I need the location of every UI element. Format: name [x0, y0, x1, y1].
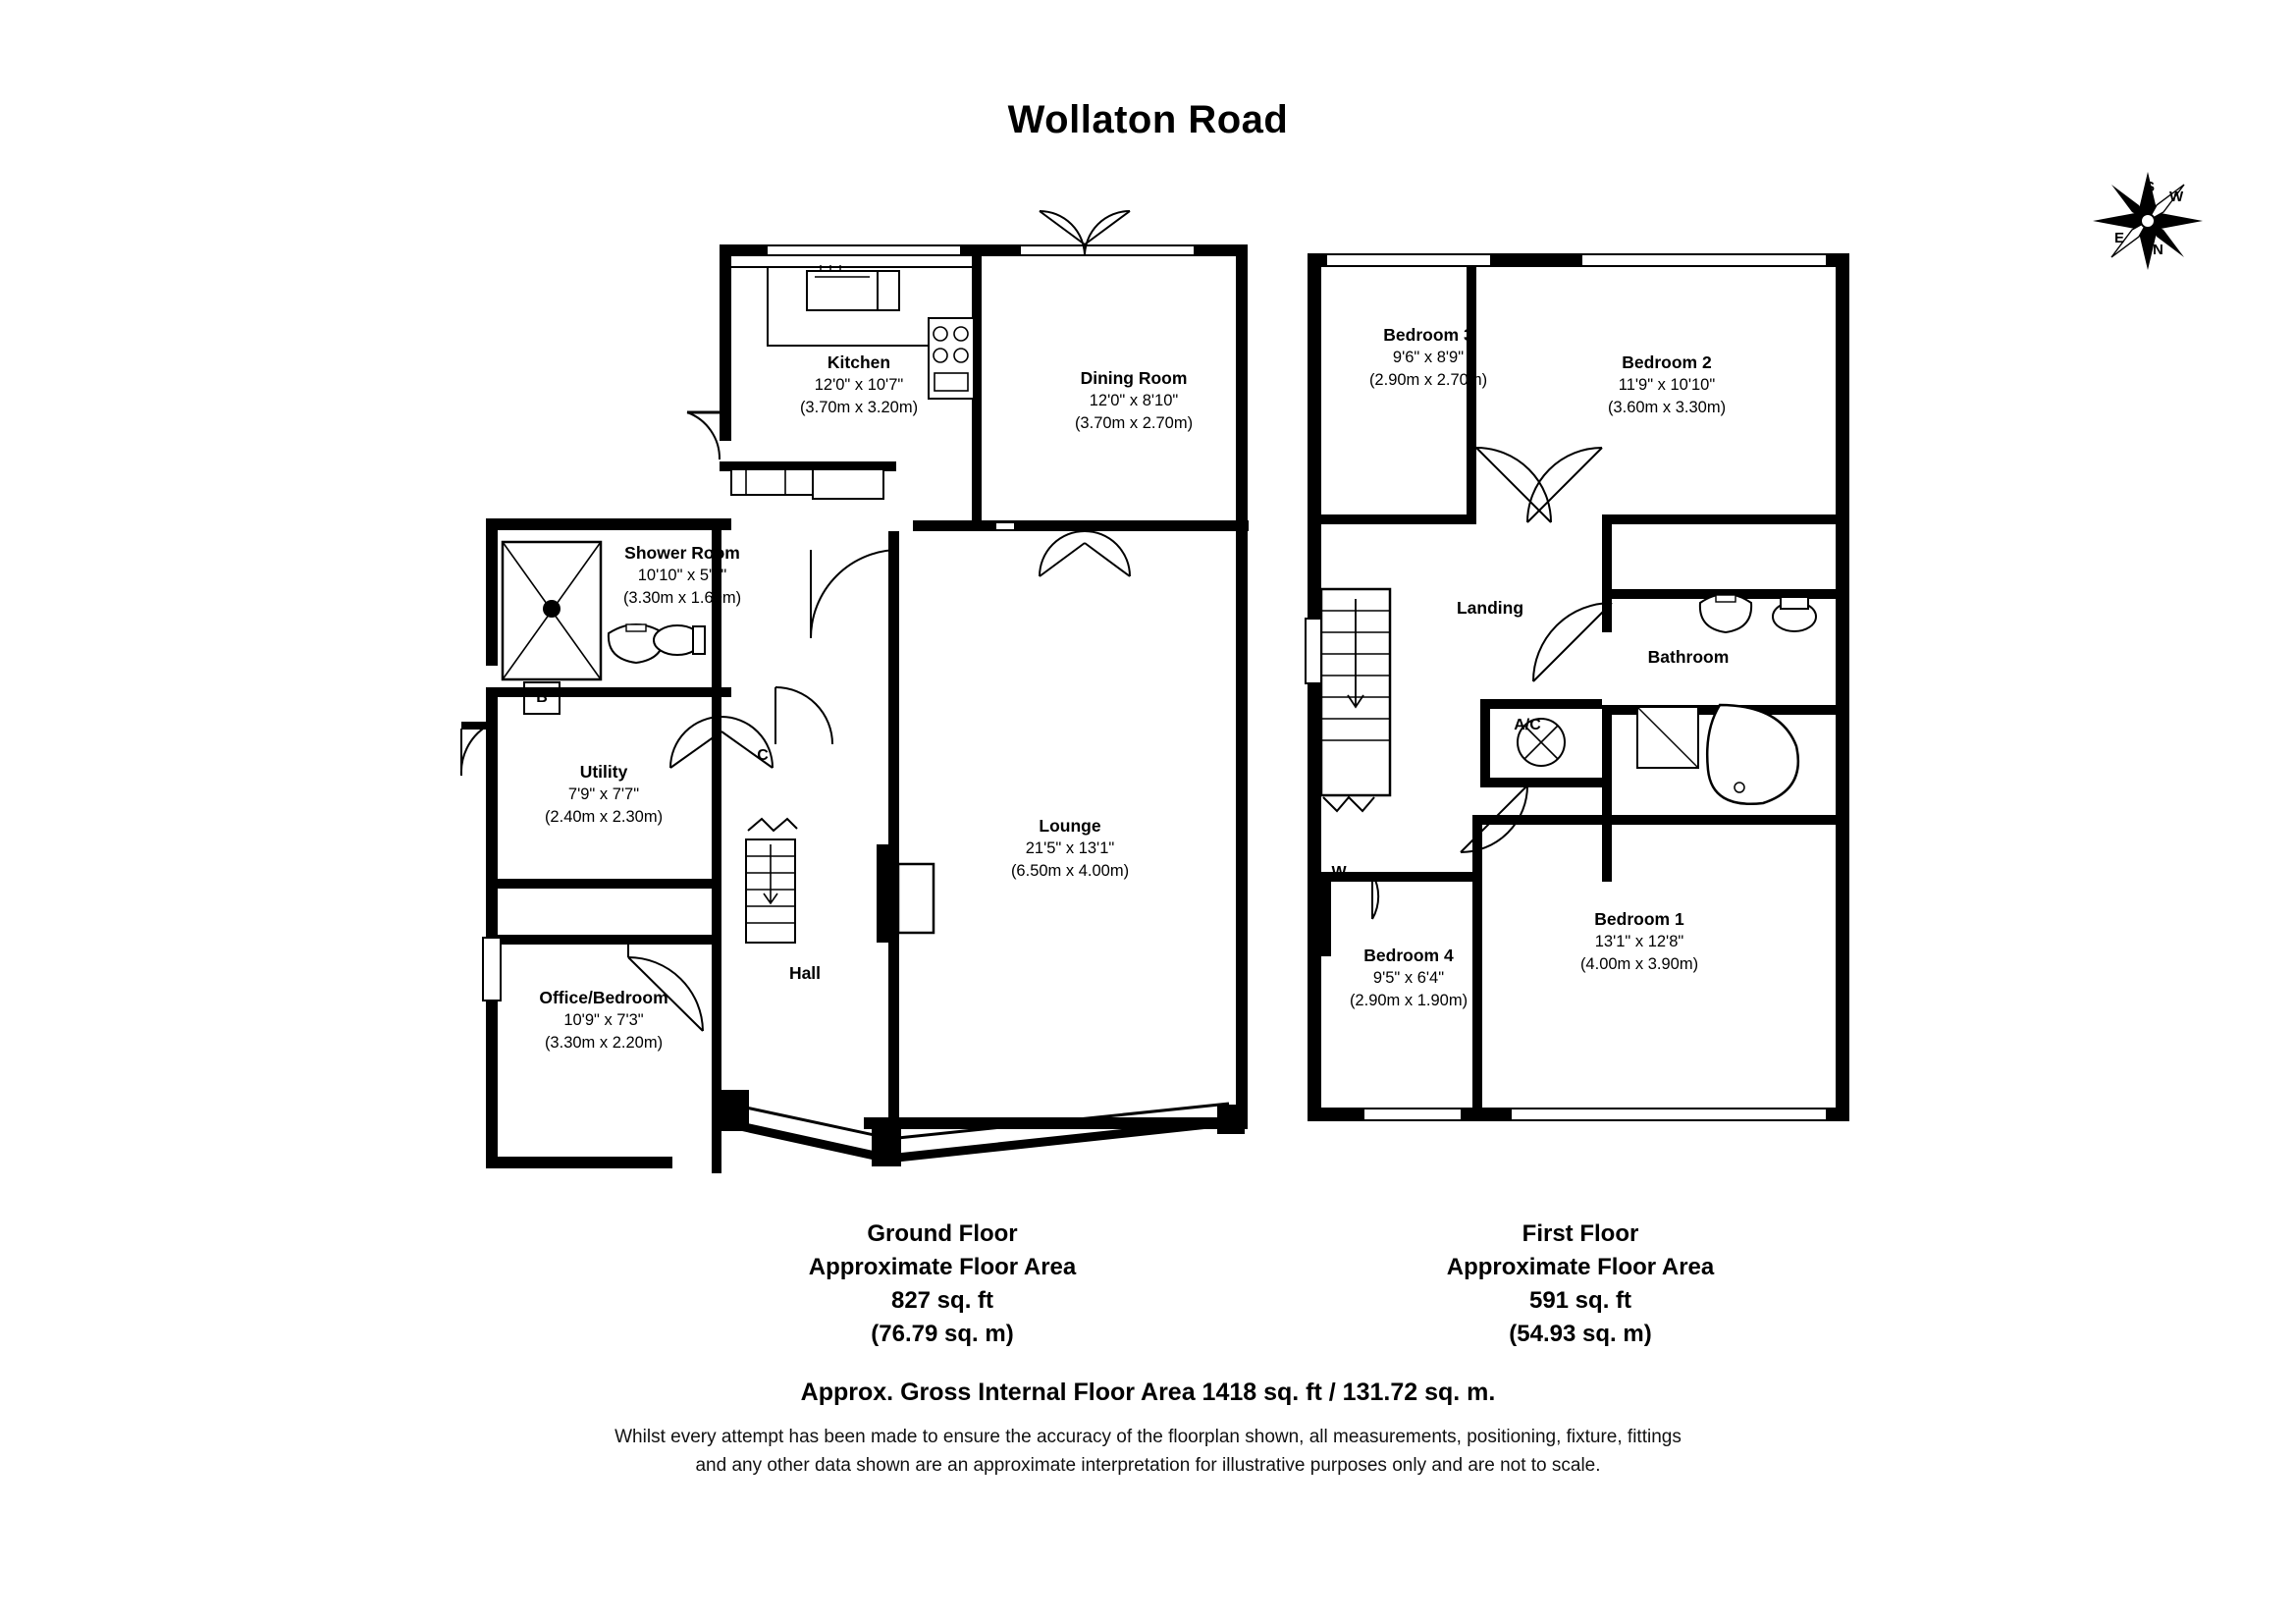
room-dimension-metric: (6.50m x 4.00m): [1010, 861, 1130, 880]
disclaimer-line-1: Whilst every attempt has been made to ensure the accuracy of the floorplan shown, all measurements, positioning, fixture, fittings: [614, 1427, 1682, 1447]
room-dimension-metric: (2.90m x 2.70m): [1368, 370, 1488, 389]
room-label-shower-room: [560, 542, 805, 609]
room-name: Shower Room: [624, 543, 740, 563]
first-floor-area-caption: Approximate Floor Area: [1446, 1254, 1715, 1281]
room-label-landing: [1412, 597, 1569, 620]
tag-wardrobe: [1322, 864, 1356, 882]
room-name: Hall: [788, 963, 822, 983]
room-dimension-metric: (3.30m x 2.20m): [544, 1033, 664, 1052]
room-label-bedroom-2: [1559, 352, 1775, 418]
room-name: Dining Room: [1080, 368, 1188, 388]
room-dimension-imperial: 13'1" x 12'8": [1594, 933, 1684, 951]
ground-floor-area-caption: Approximate Floor Area: [808, 1254, 1077, 1281]
room-dimension-imperial: 10'9" x 7'3": [563, 1011, 644, 1030]
page-title: Wollaton Road: [1007, 98, 1289, 141]
room-name: Lounge: [1039, 816, 1101, 836]
room-name: Office/Bedroom: [539, 988, 668, 1007]
room-dimension-imperial: 9'6" x 8'9": [1392, 349, 1465, 367]
room-label-bedroom-3: [1330, 324, 1526, 391]
compass-label-s: S: [2145, 179, 2156, 195]
compass-label-w: W: [2169, 189, 2184, 205]
room-label-office-bedroom: [486, 987, 721, 1054]
ground-floor-area-imperial: 827 sq. ft: [890, 1287, 994, 1315]
compass-label-n: N: [2153, 242, 2163, 258]
room-name: Bedroom 3: [1383, 325, 1473, 345]
room-dimension-imperial: 9'5" x 6'4": [1372, 969, 1445, 988]
room-name: Utility: [579, 762, 628, 782]
room-dimension-metric: (2.90m x 1.90m): [1349, 991, 1468, 1009]
tag-boiler: [523, 681, 561, 715]
room-label-dining-room: [1021, 367, 1247, 434]
room-dimension-imperial: 10'10" x 5'1": [637, 567, 727, 585]
room-label-bathroom: [1610, 646, 1767, 669]
gross-internal-area: Approx. Gross Internal Floor Area 1418 sq. ft / 131.72 sq. m.: [800, 1379, 1496, 1406]
tag-label: B: [536, 689, 548, 706]
room-dimension-imperial: 11'9" x 10'10": [1618, 376, 1716, 395]
room-label-bedroom-4: [1315, 945, 1502, 1011]
first-floor-summary: [1286, 1217, 1875, 1351]
room-name: Bedroom 1: [1594, 909, 1684, 929]
room-label-hall: [746, 962, 864, 985]
room-label-utility: [491, 761, 717, 828]
ground-floor-summary: [648, 1217, 1237, 1351]
room-dimension-metric: (3.70m x 3.20m): [799, 398, 919, 416]
room-dimension-imperial: 12'0" x 10'7": [814, 376, 904, 395]
room-label-kitchen: [746, 352, 972, 418]
room-name: Bedroom 4: [1363, 946, 1454, 965]
tag-label: A/C: [1514, 717, 1541, 733]
room-dimension-metric: (3.30m x 1.60m): [622, 588, 742, 607]
tag-airing-cupboard: [1500, 717, 1555, 734]
room-name: Bathroom: [1647, 647, 1730, 667]
first-floor-name: First Floor: [1522, 1220, 1639, 1247]
room-dimension-metric: (4.00m x 3.90m): [1579, 954, 1699, 973]
tag-label: W: [1331, 864, 1347, 881]
room-dimension-metric: (2.40m x 2.30m): [544, 807, 664, 826]
first-floor-area-imperial: 591 sq. ft: [1528, 1287, 1632, 1315]
disclaimer: [0, 1424, 2296, 1480]
room-label-bedroom-1: [1531, 908, 1747, 975]
room-dimension-metric: (3.70m x 2.70m): [1074, 413, 1194, 432]
disclaimer-line-2: and any other data shown are an approximate interpretation for illustrative purposes only and are not to scale.: [695, 1454, 1601, 1476]
room-dimension-imperial: 7'9" x 7'7": [567, 785, 640, 804]
room-name: Landing: [1456, 598, 1524, 618]
tag-cupboard: [746, 739, 779, 773]
room-name: Kitchen: [827, 352, 891, 372]
room-label-lounge: [957, 815, 1183, 882]
ground-floor-name: Ground Floor: [867, 1220, 1018, 1247]
room-dimension-imperial: 12'0" x 8'10": [1089, 392, 1179, 410]
ground-floor-area-metric: (76.79 sq. m): [871, 1321, 1014, 1348]
compass-label-e: E: [2114, 230, 2125, 246]
first-floor-area-metric: (54.93 sq. m): [1509, 1321, 1652, 1348]
room-dimension-imperial: 21'5" x 13'1": [1025, 839, 1115, 858]
room-dimension-metric: (3.60m x 3.30m): [1607, 398, 1727, 416]
tag-label: C: [757, 747, 769, 764]
room-name: Bedroom 2: [1622, 352, 1712, 372]
